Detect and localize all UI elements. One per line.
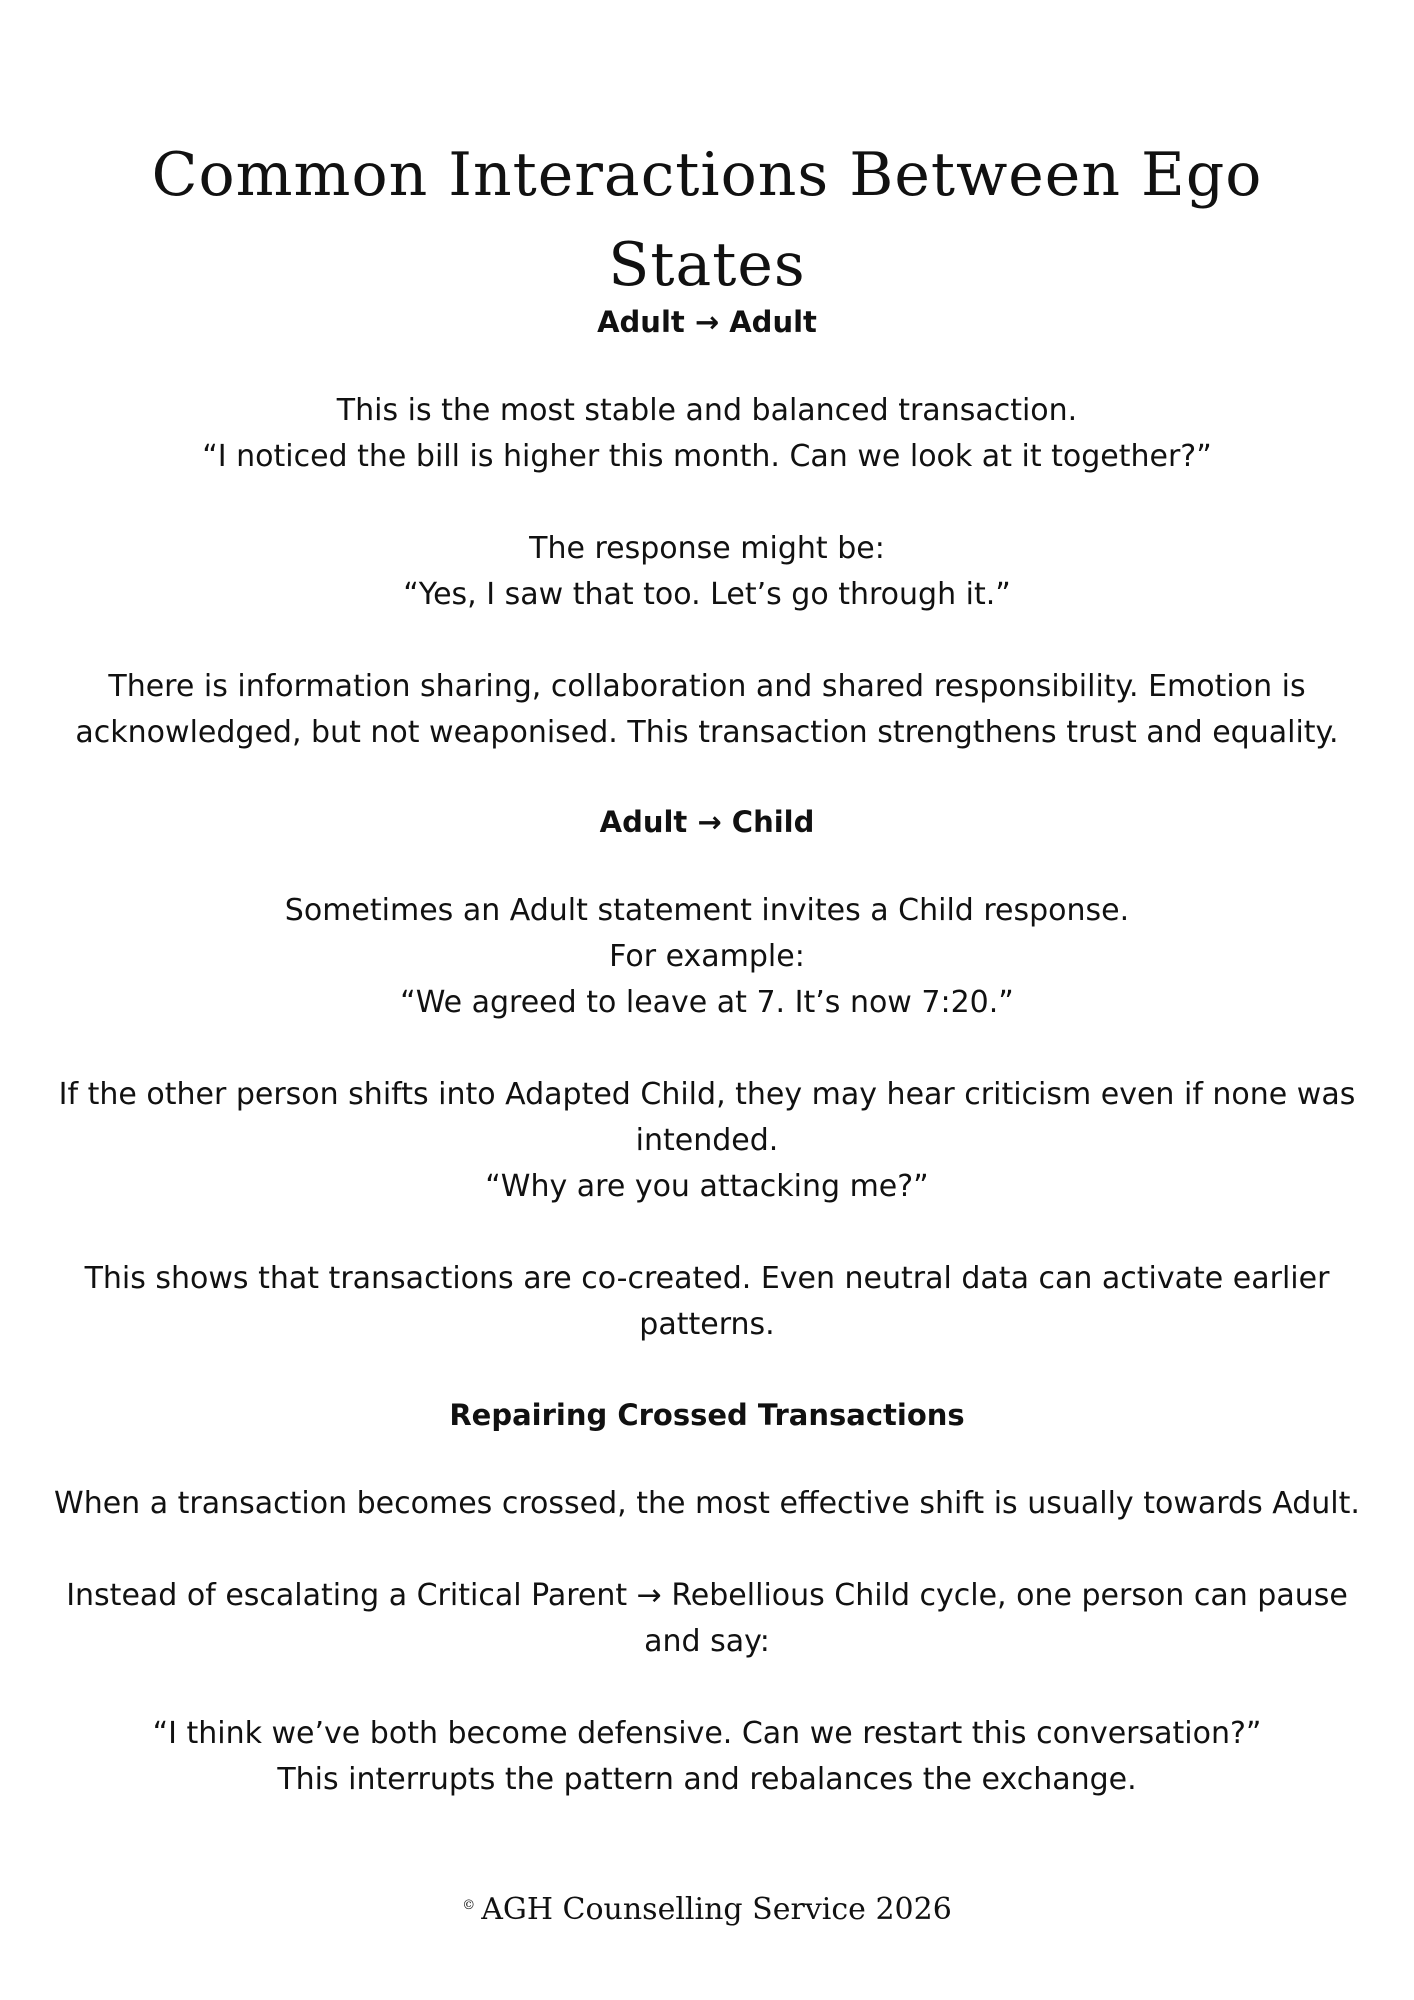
paragraph-line: Sometimes an Adult statement invites a Child response. (284, 893, 1130, 928)
section-adult-adult (50, 302, 1364, 756)
section-repairing-crossed (50, 1395, 1364, 1803)
paragraph-text: If the other person shifts into Adapted Child, they may hear criticism even if none was intended. (58, 1077, 1356, 1158)
paragraph-line: The response might be: (529, 531, 885, 566)
quote-line: “Yes, I saw that too. Let’s go through it.” (403, 577, 1011, 612)
copyright-symbol: © (462, 1898, 476, 1913)
page-title: Common Interactions Between Ego States (151, 140, 1263, 300)
quote-line: “I think we’ve both become defensive. Can we restart this conversation?” (152, 1716, 1262, 1751)
paragraph-line: This interrupts the pattern and rebalances the exchange. (277, 1762, 1137, 1797)
paragraph-text: This shows that transactions are co-created. Even neutral data can activate earlier patterns. (84, 1261, 1330, 1342)
section-heading: Adult → Adult (597, 305, 817, 339)
quote-line: “We agreed to leave at 7. It’s now 7:20.” (400, 985, 1014, 1020)
section-adult-child (50, 802, 1364, 1348)
paragraph-text: There is information sharing, collaboration and shared responsibility. Emotion is acknowledged, but not weaponised. This transaction strengthens trust and equality. (75, 669, 1339, 750)
paragraph-text: When a transaction becomes crossed, the most effective shift is usually towards Adult. (54, 1486, 1360, 1521)
quote-line: “I noticed the bill is higher this month. Can we look at it together?” (202, 439, 1212, 474)
section-heading: Adult → Child (599, 805, 815, 839)
paragraph-text: Instead of escalating a Critical Parent → Rebellious Child cycle, one person can pause and say: (66, 1578, 1348, 1659)
paragraph-line: This is the most stable and balanced transaction. (336, 393, 1078, 428)
footer-text: AGH Counselling Service 2026 (481, 1892, 952, 1927)
quote-line: “Why are you attacking me?” (485, 1169, 929, 1204)
section-heading: Repairing Crossed Transactions (449, 1398, 965, 1432)
paragraph-line: For example: (609, 939, 805, 974)
footer (0, 1890, 1414, 1930)
